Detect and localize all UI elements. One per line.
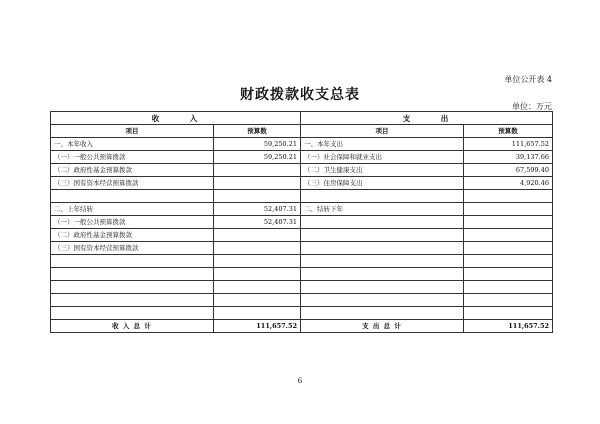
income-item-cell: （三）国有资本经营预算拨款	[51, 242, 214, 255]
expense-item-cell	[301, 281, 464, 294]
expense-budget-cell	[464, 268, 553, 281]
expense-item-cell: （三）住房保障支出	[301, 177, 464, 190]
table-row	[51, 229, 553, 242]
income-budget-cell: 59,250.21	[214, 138, 301, 151]
total-income-value: 111,657.52	[214, 320, 301, 333]
table-row	[51, 151, 553, 164]
table-row	[51, 255, 553, 268]
budget-table	[50, 111, 553, 333]
table-body	[51, 138, 553, 320]
total-expense-label: 支 出 总 计	[301, 320, 464, 333]
expense-budget-cell: 111,657.52	[464, 138, 553, 151]
income-budget-cell	[214, 255, 301, 268]
expense-budget-cell: 4,920.46	[464, 177, 553, 190]
table-row	[51, 242, 553, 255]
income-budget-cell: 52,407.31	[214, 203, 301, 216]
expense-item-cell: （二）卫生健康支出	[301, 164, 464, 177]
expense-item-cell	[301, 268, 464, 281]
expense-item-cell	[301, 294, 464, 307]
expense-budget-cell	[464, 281, 553, 294]
income-item-cell: （一）一般公共预算拨款	[51, 216, 214, 229]
expense-item-header: 项目	[301, 125, 464, 138]
income-item-cell: （三）国有资本经营预算拨款	[51, 177, 214, 190]
income-item-cell	[51, 294, 214, 307]
expense-budget-cell	[464, 307, 553, 320]
expense-item-cell: 二、结转下年	[301, 203, 464, 216]
income-budget-cell	[214, 307, 301, 320]
form-label: 单位公开表 4	[504, 75, 552, 84]
income-budget-cell	[214, 190, 301, 203]
expense-budget-cell	[464, 216, 553, 229]
table-row	[51, 177, 553, 190]
income-budget-cell	[214, 294, 301, 307]
income-budget-cell: 52,407.31	[214, 216, 301, 229]
expense-budget-cell: 39,137.66	[464, 151, 553, 164]
income-item-cell	[51, 255, 214, 268]
page-number: 6	[297, 377, 303, 385]
income-item-cell	[51, 307, 214, 320]
income-section-header: 收 入	[51, 112, 301, 125]
income-budget-cell	[214, 164, 301, 177]
expense-item-cell	[301, 242, 464, 255]
income-item-cell	[51, 268, 214, 281]
table-row	[51, 190, 553, 203]
expense-budget-cell	[464, 190, 553, 203]
expense-item-cell: （一）社会保障和就业支出	[301, 151, 464, 164]
income-item-cell: （二）政府性基金预算拨款	[51, 164, 214, 177]
table-row	[51, 203, 553, 216]
income-item-cell: 二、上年结转	[51, 203, 214, 216]
income-item-cell: 一、本年收入	[51, 138, 214, 151]
expense-budget-cell	[464, 294, 553, 307]
expense-item-cell	[301, 216, 464, 229]
income-budget-cell	[214, 242, 301, 255]
income-item-header: 项目	[51, 125, 214, 138]
income-item-cell	[51, 190, 214, 203]
total-expense-value: 111,657.52	[464, 320, 553, 333]
income-budget-cell	[214, 177, 301, 190]
expense-budget-cell: 67,599.40	[464, 164, 553, 177]
expense-item-cell	[301, 229, 464, 242]
expense-budget-cell	[464, 255, 553, 268]
expense-section-header: 支 出	[301, 112, 553, 125]
table-row	[51, 281, 553, 294]
expense-item-cell	[301, 307, 464, 320]
expense-item-cell	[301, 190, 464, 203]
unit-label: 单位：万元	[512, 102, 552, 111]
income-budget-header: 预算数	[214, 125, 301, 138]
table-row	[51, 164, 553, 177]
income-budget-cell: 59,250.21	[214, 151, 301, 164]
page-title: 财政拨款收支总表	[240, 87, 360, 103]
income-item-cell: （一）一般公共预算拨款	[51, 151, 214, 164]
table-row	[51, 216, 553, 229]
income-item-cell	[51, 281, 214, 294]
expense-item-cell: 一、本年支出	[301, 138, 464, 151]
expense-budget-cell	[464, 242, 553, 255]
expense-budget-header: 预算数	[464, 125, 553, 138]
table-row	[51, 307, 553, 320]
expense-budget-cell	[464, 203, 553, 216]
table-row	[51, 138, 553, 151]
income-budget-cell	[214, 229, 301, 242]
income-item-cell: （二）政府性基金预算拨款	[51, 229, 214, 242]
income-budget-cell	[214, 281, 301, 294]
expense-item-cell	[301, 255, 464, 268]
expense-budget-cell	[464, 229, 553, 242]
table-row	[51, 268, 553, 281]
income-budget-cell	[214, 268, 301, 281]
total-income-label: 收 入 总 计	[51, 320, 214, 333]
table-row	[51, 294, 553, 307]
